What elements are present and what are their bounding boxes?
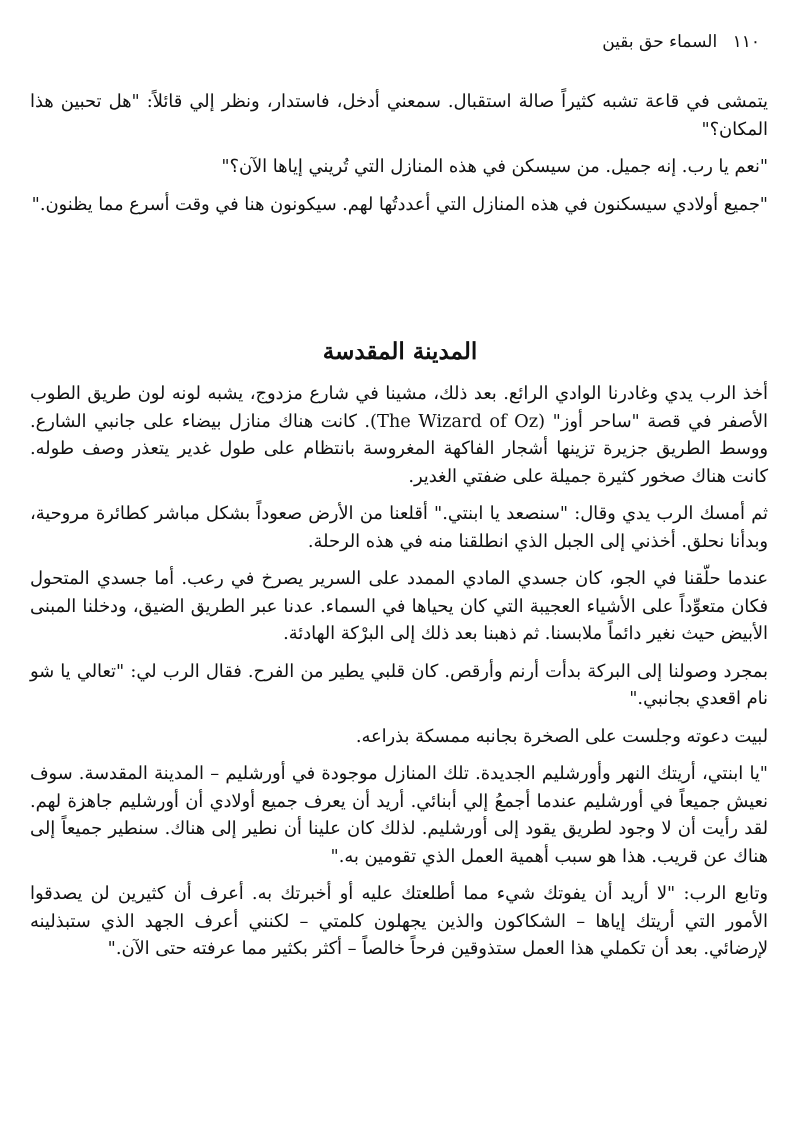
paragraph: عندما حلّقنا في الجو، كان جسدي المادي الممدد على السرير يصرخ في رعب. أما جسدي المتحول فكان متعوِّداً على الأشياء العجيبة التي كان يحياها في السماء. عدنا عبر الطريق الضيق، ودخلنا المبنى الأبيض حيث نغير دائماً ملابسنا. ثم ذهبنا بعد ذلك إلى البرْكة الهادئة. <box>30 568 768 644</box>
paragraph: "جميع أولادي سيسكنون في هذه المنازل التي أعددتُها لهم. سيكونون هنا في وقت أسرع مما يظنون." <box>31 193 768 215</box>
main-text-block <box>30 380 768 973</box>
paragraph: وتابع الرب: "لا أريد أن يفوتك شيء مما أطلعتك عليه أو أخبرتك به. أعرف أن كثيرين لن يصدقوا الأمور التي أريتك إياها – الشكاكون والذين يجهلون كلمتي – لكنني أعرف الجهد الذي ستبذلينه لإرضائي. بعد أن تكملي هذا العمل ستذوقين فرحاً خالصاً – أكثر بكثير مما عرفته حتى الآن." <box>30 883 768 959</box>
paragraph: لبيت دعوته وجلست على الصخرة بجانبه ممسكة بذراعه. <box>355 725 768 747</box>
book-title: السماء حق بقين <box>602 32 718 52</box>
paragraph: "نعم يا رب. إنه جميل. من سيسكن في هذه المنازل التي تُريني إياها الآن؟" <box>221 156 768 177</box>
paragraph: "يا ابنتي، أريتك النهر وأورشليم الجديدة. تلك المنازل موجودة في أورشليم – المدينة المقدسة. سوف نعيش جميعاً في أورشليم عندما أجمعُ إلي أبنائي. أريد أن يعرف جميع أولادي أن أورشليم جاهزة لهم. لقد رأيت أن لا وجود لطريق يقود إلى أورشليم. لذلك كان علينا أن نطير إلى هناك. سنطير جميعاً إلى هناك عن قريب. هذا هو سبب أهمية العمل الذي تقومين به." <box>30 763 768 867</box>
top-text-block <box>30 88 768 228</box>
paragraph: أخذ الرب يدي وغادرنا الوادي الرائع. بعد ذلك، مشينا في شارع مزدوج، يشبه لونه لون طريق الطوب الأصفر في قصة "ساحر أوز" (The Wizard of Oz). كانت هناك منازل بيضاء على جانبي الشارع. ووسط الطريق جزيرة تزينها أشجار الفاكهة المغروسة بانتظام على طول غدير يتعذر وصف طوله. كانت هناك صخور كثيرة جميلة على ضفتي الغدير. <box>30 383 768 487</box>
section-title: المدينة المقدسة <box>322 338 478 365</box>
paragraph: ثم أمسك الرب يدي وقال: "سنصعد يا ابنتي." أقلعنا من الأرض صعوداً بشكل مباشر كطائرة مروحية، وبدأنا نحلق. أخذني إلى الجبل الذي انطلقنا منه في هذه الرحلة. <box>30 503 768 552</box>
paragraph: يتمشى في قاعة تشبه كثيراً صالة استقبال. سمعني أدخل، فاستدار، ونظر إلي قائلاً: "هل تحبين هذا المكان؟" <box>30 91 768 140</box>
page-number: ١١٠ <box>732 32 760 52</box>
running-header <box>30 30 760 54</box>
paragraph: بمجرد وصولنا إلى البركة بدأت أرنم وأرقص. كان قلبي يطير من الفرح. فقال الرب لي: "تعالي يا شو نام اقعدي بجانبي." <box>30 660 768 709</box>
